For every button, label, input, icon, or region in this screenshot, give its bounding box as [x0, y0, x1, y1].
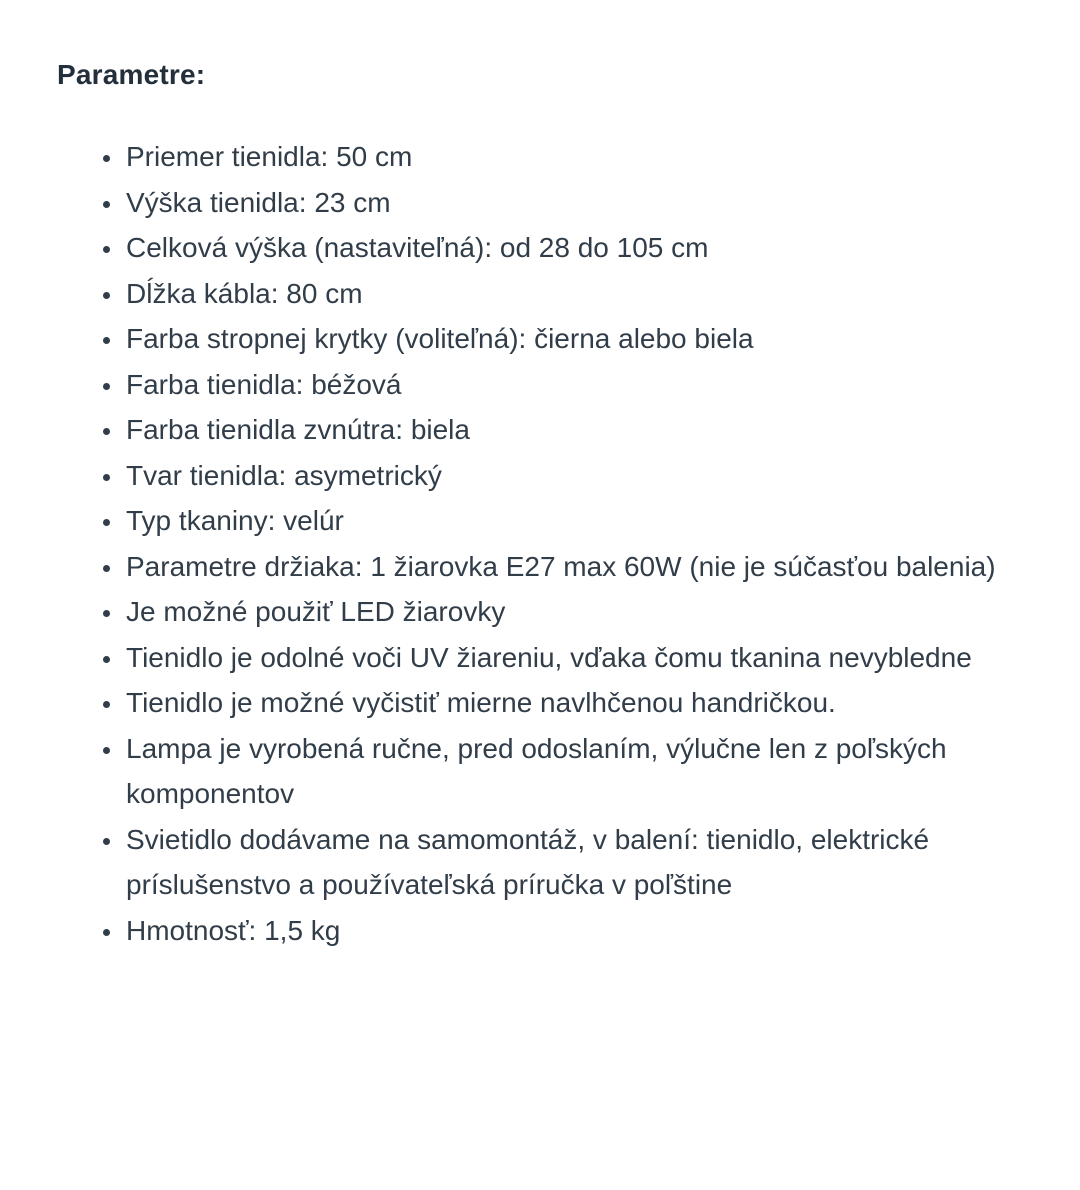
parameters-heading: Parametre:: [57, 59, 206, 90]
list-item: • Tienidlo je odolné voči UV žiareniu, vďaka čomu tkanina nevybledne: [124, 635, 1016, 681]
list-item: • Tienidlo je možné vyčistiť mierne navlhčenou handričkou.: [124, 680, 1016, 726]
list-item: • Je možné použiť LED žiarovky: [124, 589, 1016, 635]
list-item: • Parametre držiaka: 1 žiarovka E27 max 60W (nie je súčasťou balenia): [124, 544, 1016, 590]
list-item: • Tvar tienidla: asymetrický: [124, 453, 1016, 499]
list-item: • Farba stropnej krytky (voliteľná): čierna alebo biela: [124, 316, 1016, 362]
list-item: • Lampa je vyrobená ručne, pred odoslaním, výlučne len z poľských komponentov: [124, 726, 1016, 817]
list-item: • Farba tienidla zvnútra: biela: [124, 407, 1016, 453]
list-item: • Typ tkaniny: velúr: [124, 498, 1016, 544]
parameters-list: [57, 134, 1020, 953]
list-item: • Farba tienidla: béžová: [124, 362, 1016, 408]
list-item: • Výška tienidla: 23 cm: [124, 180, 1016, 226]
list-item: • Celková výška (nastaviteľná): od 28 do 105 cm: [124, 225, 1016, 271]
list-item: • Hmotnosť: 1,5 kg: [124, 908, 1016, 954]
list-item: • Svietidlo dodávame na samomontáž, v balení: tienidlo, elektrické príslušenstvo a používateľská príručka v poľštine: [124, 817, 1016, 908]
list-item: • Dĺžka kábla: 80 cm: [124, 271, 1016, 317]
list-item: • Priemer tienidla: 50 cm: [124, 134, 1016, 180]
